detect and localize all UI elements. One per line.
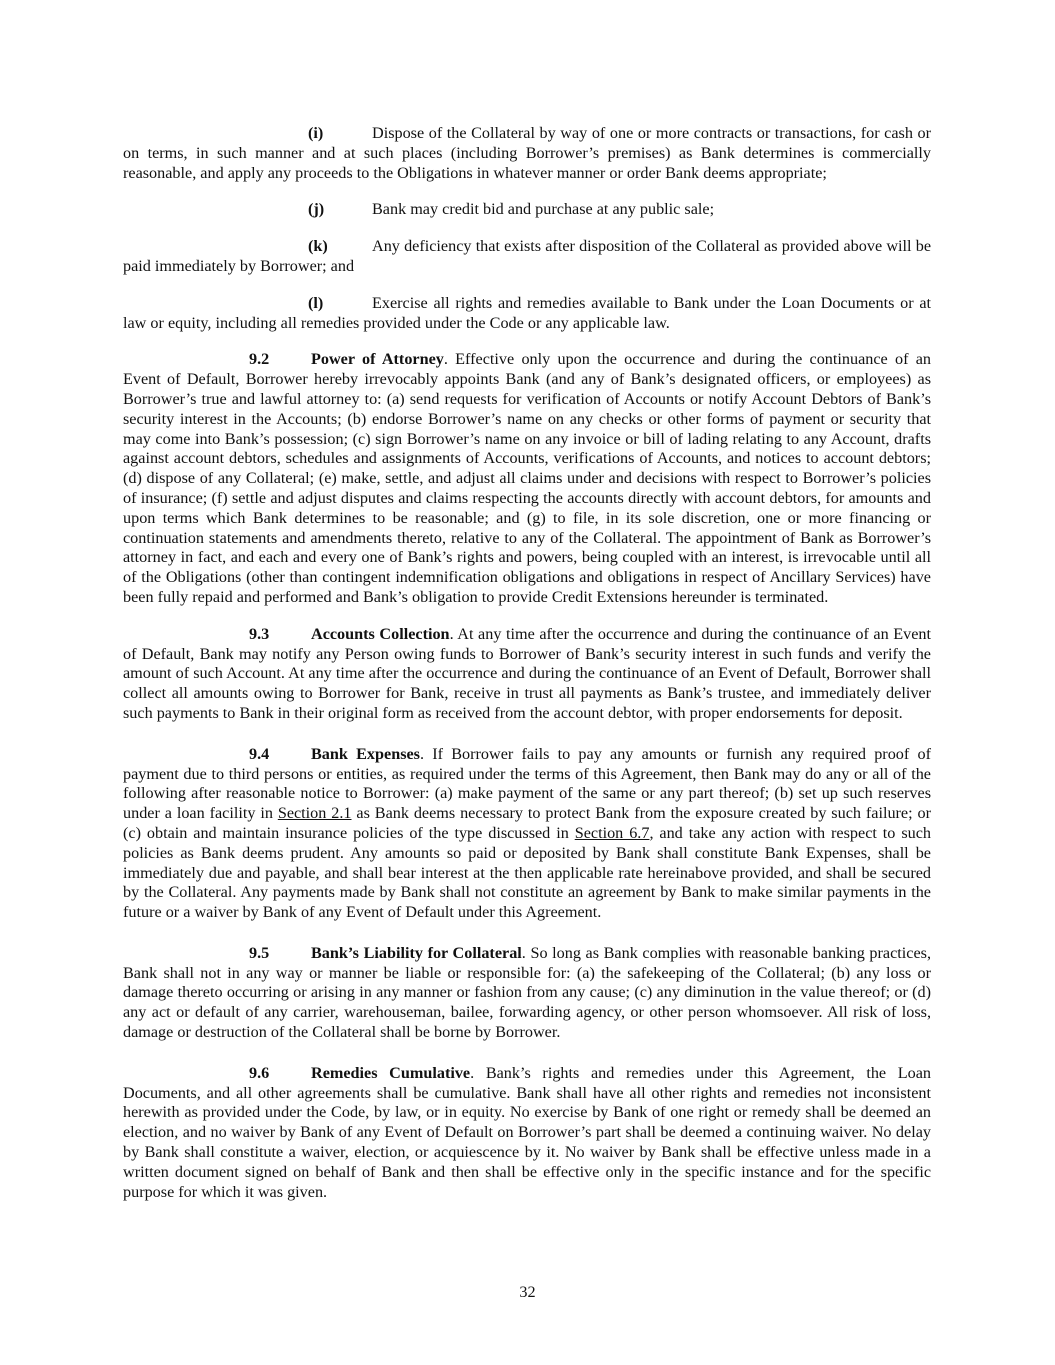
section-text: . At any time after the occurrence and during the continuance of an Event of Default, Bank may notify any Person owing funds to Borrower of Bank’s security interest in such funds and verify the amount of such Account. At any time after the occurrence and during the continuance of an Event of Default, Borrower shall collect all amounts owing to Borrower for Bank, receive in trust all payments as Bank’s trustee, and immediately deliver such payments to Bank in their original form as received from the account debtor, with proper endorsements for deposit. [123,624,932,722]
section-9-5 [123,944,931,1043]
clause-number: (i) [308,124,324,142]
section-9-4 [123,745,931,923]
section-number: 9.5 [249,943,270,962]
section-number: 9.2 [249,350,270,369]
section-2-1-reference[interactable]: Section 2.1 [277,804,352,823]
page-content [123,124,931,1202]
clause-number: (l) [308,293,324,312]
section-text: . If Borrower fails to pay any amounts or furnish any required proof of payment due to third persons or entities, as required under the terms of this Agreement, then Bank may do any or all of the following after reasonable notice to Borrower: (a) make payment of the same or any part thereof; (b) set up such reserves under a loan facility in [123,744,931,823]
clause-k [123,237,931,277]
section-title: Bank’s Liability for Collateral [311,943,522,962]
clause-text: Dispose of the Collateral by way of one or more contracts or transactions, for cash or on terms, in such manner and at such places (including Borrower’s premises) as Bank determines is commercially reasonable, and apply any proceeds to the Obligations in whatever manner or order Bank deems appropriate; [123,124,931,182]
section-title: Accounts Collection [311,624,450,643]
clause-text: Bank may credit bid and purchase at any public sale; [372,200,715,219]
clause-number: (j) [308,200,325,219]
section-text: as Bank deems necessary to protect Bank from the exposure created by such failure; or (c) obtain and maintain insurance policies of the type discussed in [123,804,931,842]
clause-number: (k) [308,237,328,256]
section-text: , and take any action with respect to such policies as Bank deems prudent. Any amounts so paid or deposited by Bank shall constitute Bank Expenses, shall be immediately due and payable, and shall bear interest at the then applicable rate hereinabove provided, and shall be secured by the Collateral. Any payments made by Bank shall not constitute an agreement by Bank to make similar payments in the future or a waiver by Bank of any Event of Default under this Agreement. [123,823,931,922]
section-text: . So long as Bank complies with reasonable banking practices, Bank shall not in any way or manner be liable or responsible for: (a) the safekeeping of the Collateral; (b) any loss or damage thereto occurring or arising in any manner or fashion from any cause; (c) any diminution in the value thereof; or (d) any act or default of any carrier, warehouseman, bailee, forwarding agency, or other person whomsoever. All risk of loss, damage or destruction of the Collateral shall be borne by Borrower. [123,943,931,1042]
clause-text: Exercise all rights and remedies available to Bank under the Loan Documents or at law or equity, including all remedies provided under the Code or any applicable law. [123,293,931,332]
section-text: . Effective only upon the occurrence and during the continuance of an Event of Default, Borrower hereby irrevocably appoints Bank (and any of Bank’s designated officers, or employees) as Borrower’s true and lawful attorney to: (a) send requests for verification of Accounts or notify Account Debtors of Bank’s security interest in the Accounts; (b) endorse Borrower’s name on any checks or other forms of payment or security that may come into Bank’s possession; (c) sign Borrower’s name on any invoice or bill of lading relating to any Account, drafts against account debtors, schedules and assignments of Accounts, verifications of Accounts, and notices to account debtors; (d) dispose of any Collateral; (e) make, settle, and adjust all claims under and decisions with respect to Borrower’s policies of insurance; (f) settle and adjust disputes and claims respecting the accounts directly with account debtors, for amounts and upon terms which Bank determines to be reasonable; and (g) to file, in its sole discretion, one or more financing or continuation statements and amendments thereto, relative to any of the Collateral. The appointment of Bank as Borrower’s attorney in fact, and each and every one of Bank’s rights and powers, being coupled with an interest, is irrevocable until all of the Obligations (other than contingent indemnification obligations and obligations in respect of Ancillary Services) have been fully repaid and performed and Bank’s obligation to provide Credit Extensions hereunder is terminated. [123,350,931,606]
clause-text: Any deficiency that exists after disposition of the Collateral as provided above will be paid immediately by Borrower; and [123,237,931,275]
section-6-7-reference[interactable]: Section 6.7 [574,823,650,842]
section-number: 9.3 [249,624,270,643]
section-number: 9.4 [249,744,270,763]
page-number: 32 [519,1283,536,1301]
section-title: Power of Attorney [311,350,444,369]
section-text: . Bank’s rights and remedies under this Agreement, the Loan Documents, and all other agreements shall be cumulative. Bank shall have all other rights and remedies not inconsistent herewith as provided under the Code, by law, or in equity. No exercise by Bank of one right or remedy shall be deemed an election, and no waiver by Bank of any Event of Default on Borrower’s part shall be deemed a continuing waiver. No delay by Bank shall constitute a waiver, election, or acquiescence by it. No waiver by Bank shall be effective unless made in a written document signed on behalf of Bank and then shall be effective only in the specific instance and for the specific purpose for which it was given. [123,1063,932,1201]
section-9-3 [123,625,931,724]
section-9-6 [123,1064,931,1203]
clause-j [123,200,931,220]
section-title: Remedies Cumulative [311,1063,471,1082]
section-number: 9.6 [249,1063,270,1082]
clause-l [123,294,931,334]
section-9-2 [123,350,931,607]
clause-i [123,124,931,183]
section-title: Bank Expenses [311,744,420,763]
